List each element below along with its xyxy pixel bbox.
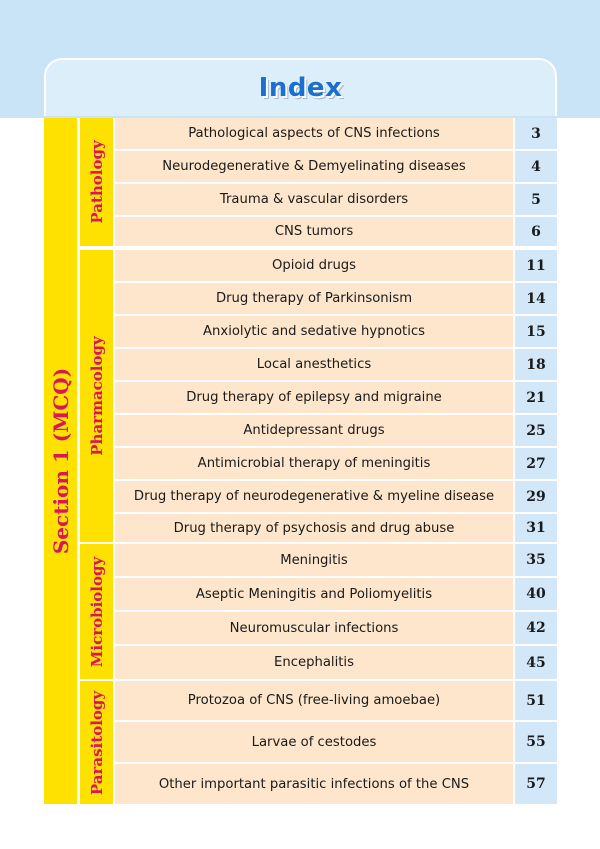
- topic-title: Neuromuscular infections: [115, 612, 513, 644]
- page-number: 40: [515, 578, 557, 610]
- index-row[interactable]: [115, 764, 557, 804]
- page-number: 11: [515, 250, 557, 281]
- page-number: 29: [515, 481, 557, 512]
- topic-title: Anxiolytic and sedative hypnotics: [115, 316, 513, 347]
- index-row[interactable]: [115, 415, 557, 446]
- category-parasitology: [80, 681, 113, 804]
- topic-title: Drug therapy of neurodegenerative & myeline disease: [115, 481, 513, 512]
- page-number: 3: [515, 118, 557, 149]
- page-number: 18: [515, 349, 557, 380]
- index-header: [44, 58, 557, 116]
- category-pharmacology: [80, 250, 113, 542]
- topic-title: Meningitis: [115, 544, 513, 576]
- topic-title: Protozoa of CNS (free-living amoebae): [115, 681, 513, 720]
- index-row[interactable]: [115, 544, 557, 576]
- category-label: Pathology: [87, 140, 106, 224]
- index-row[interactable]: [115, 118, 557, 149]
- category-label: Pharmacology: [87, 336, 106, 456]
- page-number: 42: [515, 612, 557, 644]
- page-number: 45: [515, 646, 557, 679]
- page-title: Index: [258, 73, 343, 103]
- page-number: 21: [515, 382, 557, 413]
- index-row[interactable]: [115, 184, 557, 215]
- index-row[interactable]: [115, 612, 557, 644]
- index-row[interactable]: [115, 217, 557, 246]
- page-number: 15: [515, 316, 557, 347]
- topic-title: Encephalitis: [115, 646, 513, 679]
- page-number: 4: [515, 151, 557, 182]
- topic-title: Antidepressant drugs: [115, 415, 513, 446]
- category-label: Parasitology: [87, 690, 106, 795]
- topic-title: Antimicrobial therapy of meningitis: [115, 448, 513, 479]
- index-row[interactable]: [115, 448, 557, 479]
- page-number: 55: [515, 722, 557, 762]
- index-row[interactable]: [115, 681, 557, 720]
- index-row[interactable]: [115, 578, 557, 610]
- section-label-bar: [44, 118, 77, 804]
- index-row[interactable]: [115, 722, 557, 762]
- topic-title: Drug therapy of Parkinsonism: [115, 283, 513, 314]
- topic-title: Pathological aspects of CNS infections: [115, 118, 513, 149]
- index-row[interactable]: [115, 481, 557, 512]
- section-label: Section 1 (MCQ): [48, 367, 73, 555]
- index-row[interactable]: [115, 250, 557, 281]
- topic-title: Opioid drugs: [115, 250, 513, 281]
- page-number: 25: [515, 415, 557, 446]
- index-row[interactable]: [115, 646, 557, 679]
- index-row[interactable]: [115, 316, 557, 347]
- page-number: 5: [515, 184, 557, 215]
- topic-title: Neurodegenerative & Demyelinating diseases: [115, 151, 513, 182]
- topic-title: Trauma & vascular disorders: [115, 184, 513, 215]
- topic-title: Other important parasitic infections of the CNS: [115, 764, 513, 804]
- category-microbiology: [80, 544, 113, 679]
- topic-title: Larvae of cestodes: [115, 722, 513, 762]
- page-number: 6: [515, 217, 557, 246]
- page-number: 31: [515, 514, 557, 542]
- topic-title: Drug therapy of psychosis and drug abuse: [115, 514, 513, 542]
- page-number: 51: [515, 681, 557, 720]
- page-number: 27: [515, 448, 557, 479]
- category-pathology: [80, 118, 113, 246]
- topic-title: Drug therapy of epilepsy and migraine: [115, 382, 513, 413]
- topic-title: CNS tumors: [115, 217, 513, 246]
- index-row[interactable]: [115, 514, 557, 542]
- index-row[interactable]: [115, 349, 557, 380]
- index-row[interactable]: [115, 283, 557, 314]
- topic-title: Aseptic Meningitis and Poliomyelitis: [115, 578, 513, 610]
- page-number: 57: [515, 764, 557, 804]
- page-number: 35: [515, 544, 557, 576]
- index-row[interactable]: [115, 382, 557, 413]
- topic-title: Local anesthetics: [115, 349, 513, 380]
- index-row[interactable]: [115, 151, 557, 182]
- category-label: Microbiology: [87, 556, 106, 667]
- page-number: 14: [515, 283, 557, 314]
